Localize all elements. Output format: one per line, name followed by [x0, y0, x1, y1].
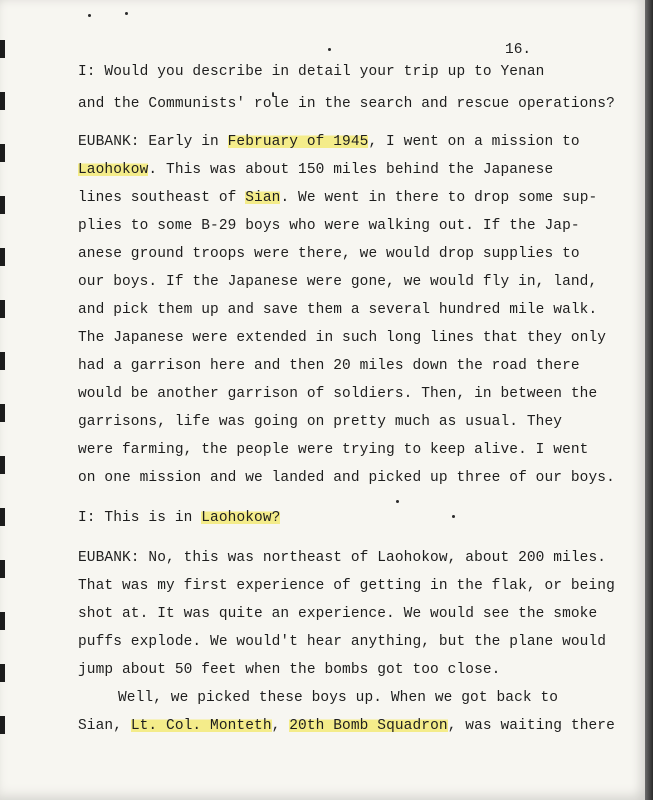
answer-2-line-6: Well, we picked these boys up. When we got back to [118, 690, 559, 706]
text-run: lines southeast of [78, 190, 246, 206]
answer-1-line-9: had a garrison here and then 20 miles down the road there [78, 358, 580, 374]
answer-1-line-10: would be another garrison of soldiers. Then, in between the [78, 386, 598, 402]
text-run: EUBANK: Early in [78, 134, 228, 150]
text-run: I: This is in [78, 510, 202, 526]
text-run: . We went in there to drop some sup- [280, 190, 598, 206]
text-run: , [271, 718, 290, 734]
paper-speck [452, 515, 455, 518]
binder-mark [0, 40, 5, 58]
binder-mark [0, 664, 5, 682]
binder-mark [0, 248, 5, 266]
answer-1-line-1 [78, 134, 580, 150]
binder-mark [0, 508, 5, 526]
answer-1-line-6: our boys. If the Japanese were gone, we would fly in, land, [78, 274, 598, 290]
page-edge-shadow [645, 0, 653, 800]
binder-mark [0, 144, 5, 162]
binder-mark [0, 560, 5, 578]
answer-2-line-2: That was my first experience of getting in the flak, or being [78, 578, 615, 594]
answer-2-line-4: puffs explode. We would't hear anything, but the plane would [78, 634, 607, 650]
answer-2-line-3: shot at. It was quite an experience. We would see the smoke [78, 606, 598, 622]
answer-1-line-11: garrisons, life was going on pretty much as usual. They [78, 414, 563, 430]
binder-mark [0, 716, 5, 734]
text-run: , I went on a mission to [368, 134, 580, 150]
answer-2-line-5: jump about 50 feet when the bombs got too close. [78, 662, 501, 678]
answer-2-line-7 [78, 718, 615, 734]
text-run: . This was about 150 miles behind the Japanese [148, 162, 554, 178]
answer-1-line-12: were farming, the people were trying to keep alive. I went [78, 442, 589, 458]
answer-1-line-13: on one mission and we landed and picked up three of our boys. [78, 470, 615, 486]
highlighted-place: Laohokow [78, 162, 149, 178]
text-run: , was waiting there [447, 718, 615, 734]
question-1-line-1: I: Would you describe in detail your trip up to Yenan [78, 64, 545, 80]
answer-1-line-2 [78, 162, 553, 178]
paper-speck [125, 12, 128, 15]
binder-mark [0, 612, 5, 630]
binder-mark [0, 404, 5, 422]
highlighted-place: Laohokow? [201, 510, 281, 526]
text-run: Sian, [78, 718, 131, 734]
highlighted-person: Lt. Col. Monteth [130, 718, 272, 734]
binder-mark [0, 456, 5, 474]
paper-speck [328, 48, 331, 51]
highlighted-date: February of 1945 [227, 134, 369, 150]
binder-mark [0, 352, 5, 370]
answer-2-line-1: EUBANK: No, this was northeast of Laohokow, about 200 miles. [78, 550, 607, 566]
question-1-line-2: and the Communists' role in the search and rescue operations? [78, 96, 615, 112]
highlighted-place: Sian [245, 190, 281, 206]
binder-mark [0, 92, 5, 110]
page-number: 16. [505, 42, 532, 58]
paper-speck [396, 500, 399, 503]
answer-1-line-5: anese ground troops were there, we would drop supplies to [78, 246, 580, 262]
binder-mark [0, 300, 5, 318]
binder-mark [0, 196, 5, 214]
question-2-line-1 [78, 510, 280, 526]
answer-1-line-4: plies to some B-29 boys who were walking out. If the Jap- [78, 218, 580, 234]
answer-1-line-8: The Japanese were extended in such long lines that they only [78, 330, 607, 346]
highlighted-unit: 20th Bomb Squadron [289, 718, 448, 734]
paper-speck [88, 14, 91, 17]
answer-1-line-3 [78, 190, 597, 206]
answer-1-line-7: and pick them up and save them a several hundred mile walk. [78, 302, 598, 318]
